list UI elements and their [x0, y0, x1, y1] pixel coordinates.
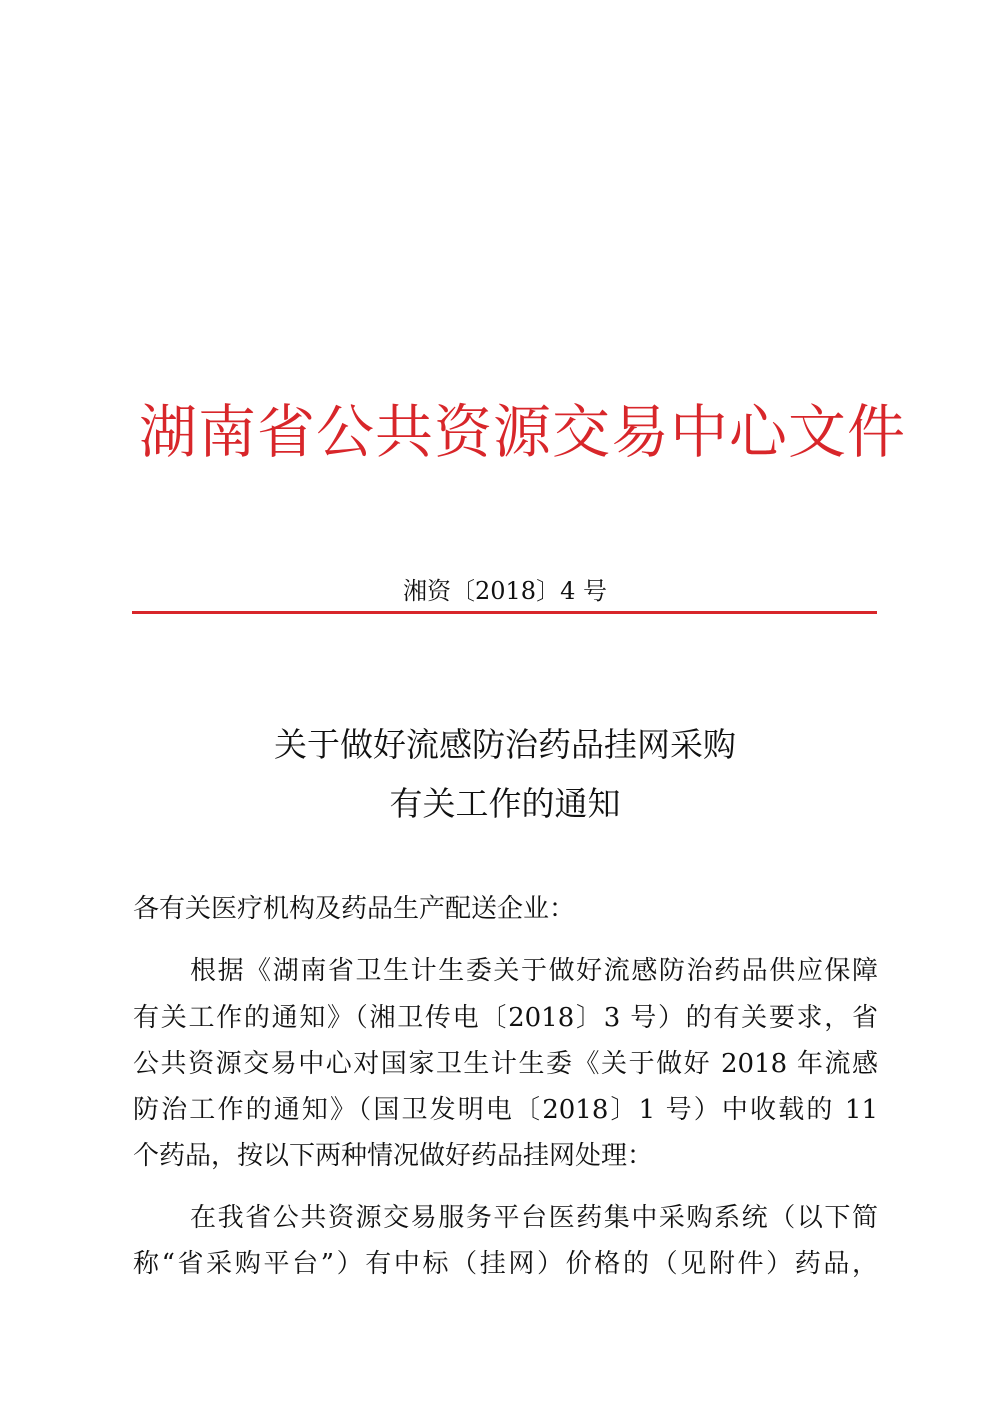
paragraph1-line-3: 公共资源交易中心对国家卫生计生委《关于做好 2018 年流感: [133, 1049, 878, 1079]
salutation: 各有关医疗机构及药品生产配送企业：: [133, 894, 576, 924]
paragraph2-line-1: 在我省公共资源交易服务平台医药集中采购系统（以下简: [190, 1203, 878, 1233]
paragraph1-line-2: 有关工作的通知》（湘卫传电〔2018〕3 号）的有关要求，省: [133, 1003, 878, 1033]
subject-line-1: 关于做好流感防治药品挂网采购: [274, 725, 736, 764]
document-number: 湘资〔2018〕4 号: [403, 577, 607, 605]
red-divider-line: [132, 611, 877, 614]
paragraph1-line-1: 根据《湖南省卫生计生委关于做好流感防治药品供应保障: [190, 956, 878, 986]
paragraph1-line-5: 个药品，按以下两种情况做好药品挂网处理：: [133, 1141, 654, 1171]
issuer-title: 湖南省公共资源交易中心文件: [138, 398, 906, 466]
paragraph1-line-4: 防治工作的通知》（国卫发明电〔2018〕1 号）中收载的 11: [133, 1095, 878, 1125]
paragraph2-line-2: 称“省采购平台”）有中标（挂网）价格的（见附件）药品，: [133, 1249, 878, 1279]
subject-line-2: 有关工作的通知: [389, 784, 621, 823]
